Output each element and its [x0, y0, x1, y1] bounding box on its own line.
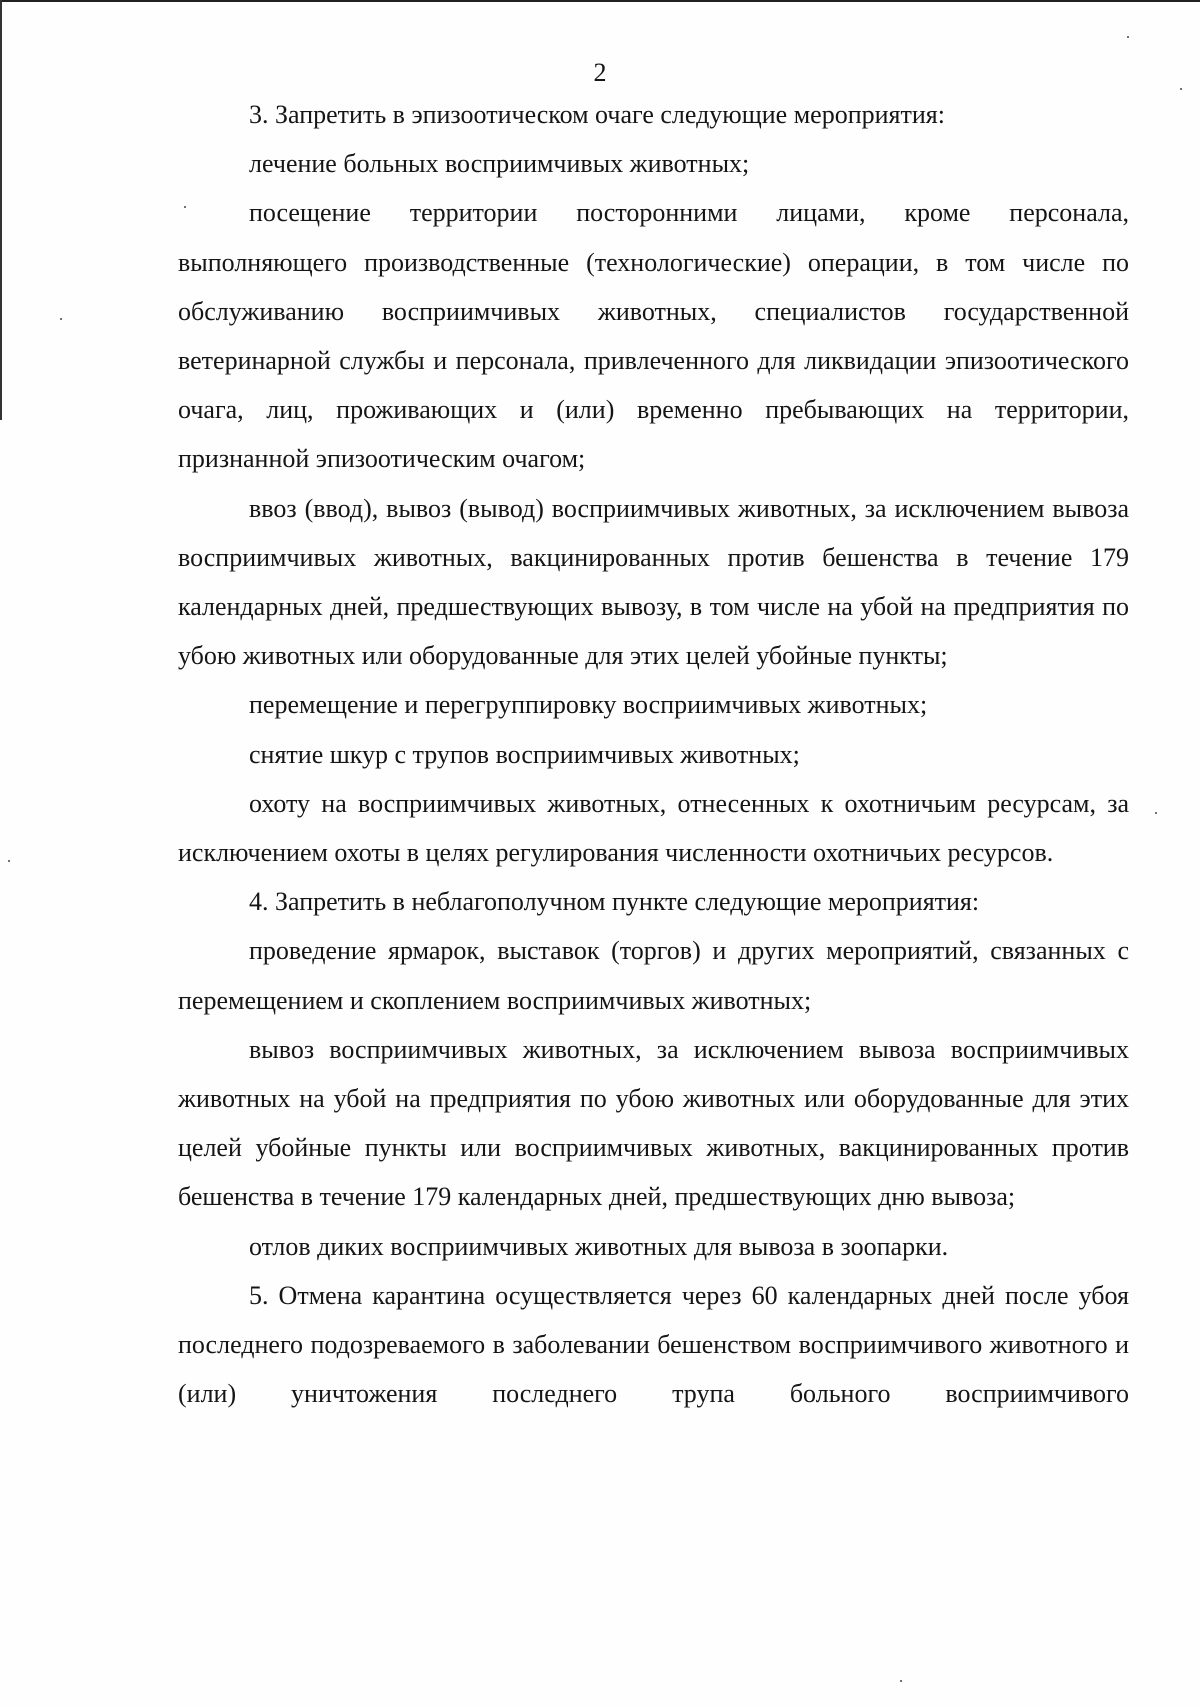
page-number: 2 [593, 58, 607, 87]
paragraph-item-5-quarantine: 5. Отмена карантина осуществляется через 60 календарных дней после убоя последнего подозреваемого в заболевании бешенством восприимчивого животного и (или) уничтожения последнего трупа больного восприимчивого [178, 1280, 1129, 1409]
paragraph-fairs-ban: проведение ярмарок, выставок (торгов) и других мероприятий, связанных с перемещением и скоплением восприимчивых животных; [178, 936, 1129, 1015]
scan-speck [1155, 812, 1157, 814]
paragraph-treatment-ban: лечение больных восприимчивых животных; [249, 149, 750, 179]
scan-speck [1180, 88, 1182, 90]
paragraph-hunting-ban: охоту на восприимчивых животных, отнесенных к охотничьим ресурсам, за исключением охоты в целях регулирования численности охотничьих ресурсов. [178, 788, 1129, 868]
paragraph-import-export-ban: ввоз (ввод), вывоз (вывод) восприимчивых животных, за исключением вывоза восприимчивых животных, вакцинированных против бешенства в течение 179 календарных дней, предшествующих вывозу, в том числе на убой на предприятия по убою животных или оборудованные для этих целей убойные пункты; [178, 493, 1129, 671]
scan-top-border [0, 0, 1200, 2]
paragraph-capture-ban: отлов диких восприимчивых животных для вывоза в зоопарки. [249, 1231, 949, 1261]
scan-speck [8, 860, 10, 862]
scan-speck [900, 1680, 902, 1682]
paragraph-visiting-ban: посещение территории посторонними лицами, кроме персонала, выполняющего производственные (технологические) операции, в том числе по обслуживанию восприимчивых животных, специалистов государственной ветеринарной службы и персонала, привлеченного для ликвидации эпизоотического очага, лиц, проживающих и (или) временно пребывающих на территории, признанной эпизоотическим очагом; [178, 198, 1129, 474]
paragraph-skinning-ban: снятие шкур с трупов восприимчивых животных; [249, 739, 800, 769]
scan-speck [1127, 36, 1129, 38]
paragraph-item-3-heading: 3. Запретить в эпизоотическом очаге следующие мероприятия: [249, 100, 945, 129]
scan-speck [60, 318, 62, 320]
document-body [178, 90, 1129, 1418]
paragraph-item-4-heading: 4. Запретить в неблагополучном пункте следующие мероприятия: [249, 887, 980, 917]
paragraph-regrouping-ban: перемещение и перегруппировку восприимчивых животных; [249, 690, 928, 720]
paragraph-export-ban: вывоз восприимчивых животных, за исключением вывоза восприимчивых животных на убой на предприятия по убою животных или оборудованные для этих целей убойные пункты или восприимчивых животных, вакцинированных против бешенства в течение 179 календарных дней, предшествующих дню вывоза; [178, 1034, 1129, 1212]
